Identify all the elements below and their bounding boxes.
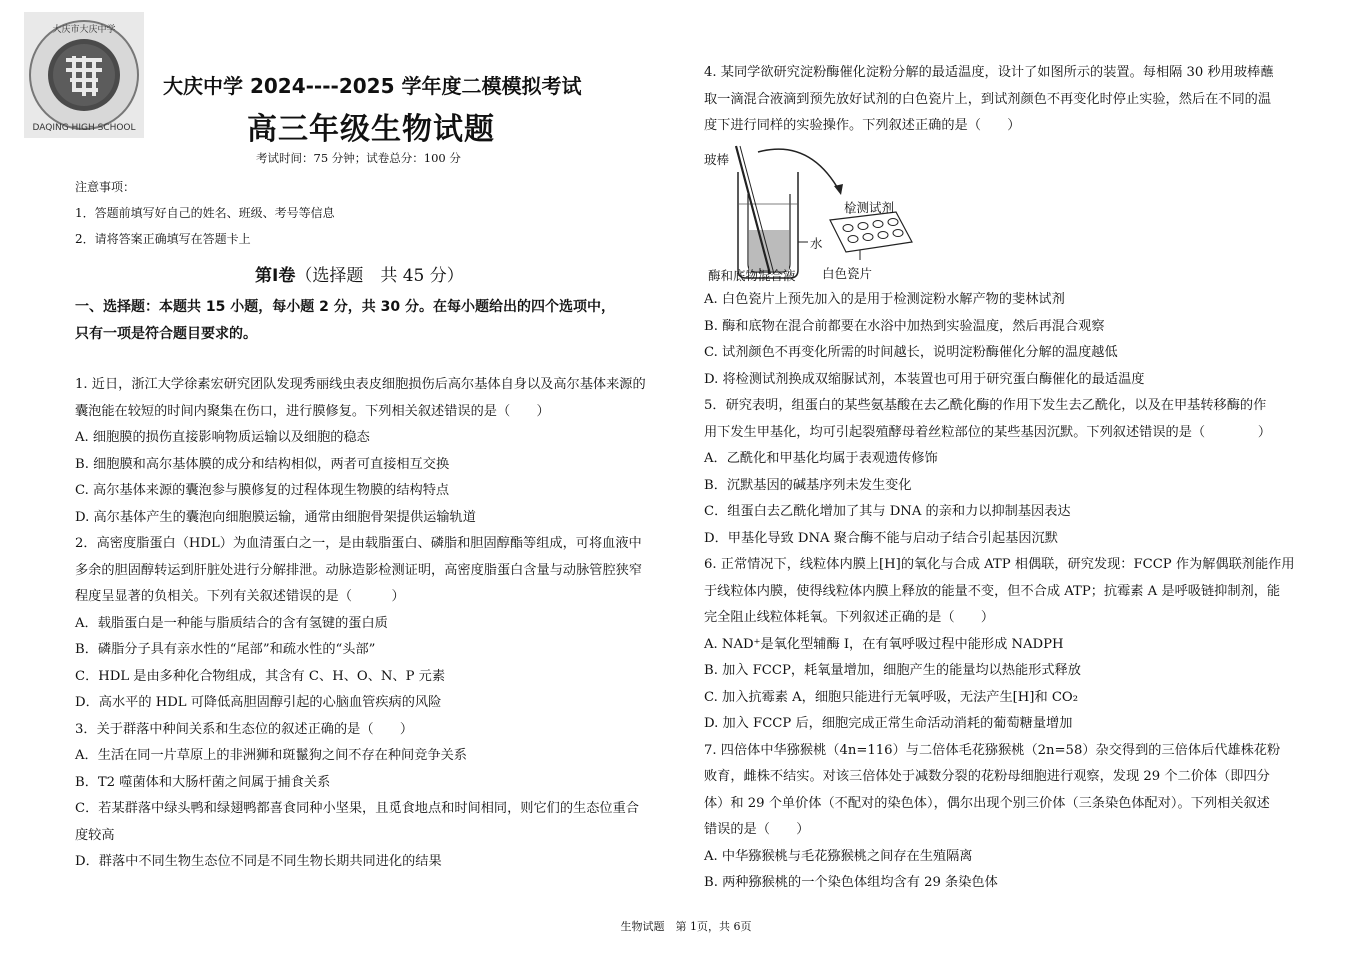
section-desc: （选择题 共 45 分）: [295, 266, 464, 286]
question-line: 多余的胆固醇转运到肝脏处进行分解排泄。动脉造影检测证明，高密度脂蛋白含量与动脉管腔狭窄: [75, 562, 643, 578]
question-line: 程度呈显著的负相关。下列有关叙述错误的是（ ）: [75, 589, 405, 604]
question-line: C. 加入抗霉素 A，细胞只能进行无氧呼吸，无法产生[H]和 CO₂: [704, 689, 1079, 705]
question-line: B. 酶和底物在混合前都要在水浴中加热到实验温度，然后再混合观察: [704, 318, 1105, 334]
question-line: 用下发生甲基化，均可引起裂殖酵母着丝粒部位的某些基因沉默。下列叙述错误的是（ ）: [704, 424, 1272, 440]
figure-label-plate: 白色瓷片: [822, 266, 873, 281]
school-title: 大庆中学 2024----2025 学年度二模模拟考试: [163, 74, 582, 98]
question-line: D．甲基化导致 DNA 聚合酶不能与启动子结合引起基因沉默: [704, 530, 1058, 546]
instruction-line: 一、选择题：本题共 15 小题，每小题 2 分，共 30 分。在每小题给出的四个选项中，: [75, 299, 615, 315]
question-line: B．沉默基因的碱基序列未发生变化: [704, 477, 912, 493]
exam-title: 高三年级生物试题: [247, 112, 495, 147]
question-line: C. 试剂颜色不再变化所需的时间越长，说明淀粉酶催化分解的温度越低: [704, 345, 1118, 360]
question-line: 1. 近日，浙江大学徐素宏研究团队发现秀丽线虫表皮细胞损伤后高尔基体自身以及高尔基体来源的: [75, 377, 646, 392]
question-line: D. 加入 FCCP 后，细胞完成正常生命活动消耗的葡萄糖量增加: [704, 716, 1073, 731]
question-line: 取一滴混合液滴到预先放好试剂的白色瓷片上，到试剂颜色不再变化时停止实验，然后在不同的温: [704, 91, 1272, 107]
question-line: C．HDL 是由多种化合物组成，其含有 C、H、O、N、P 元素: [75, 668, 446, 684]
question-line: A．生活在同一片草原上的非洲狮和斑鬣狗之间不存在种间竞争关系: [75, 748, 467, 763]
question-line: B．T2 噬菌体和大肠杆菌之间属于捕食关系: [75, 774, 331, 790]
question-line: C．组蛋白去乙酰化增加了其与 DNA 的亲和力以抑制基因表达: [704, 504, 1071, 519]
note-item: 2．请将答案正确填写在答题卡上: [75, 232, 251, 246]
question-line: 完全阻止线粒体耗氧。下列叙述正确的是（ ）: [704, 610, 995, 625]
question-line: B. 两种猕猴桃的一个染色体组均含有 29 条染色体: [704, 875, 998, 890]
instruction-line: 只有一项是符合题目要求的。: [75, 326, 257, 342]
question-line: C．若某群落中绿头鸭和绿翅鸭都喜食同种小坚果，且觅食地点和时间相同，则它们的生态位重合: [75, 801, 639, 816]
question-line: 败育，雌株不结实。对该三倍体处于减数分裂的花粉母细胞进行观察，发现 29 个二价体（即四分: [704, 769, 1270, 784]
section-heading: [255, 261, 464, 286]
page-footer: 生物试题 第 1页，共 6页: [620, 920, 752, 933]
note-item: 1．答题前填写好自己的姓名、班级、考号等信息: [75, 206, 335, 220]
question-line: 度较高: [75, 827, 115, 843]
question-line: A．乙酰化和甲基化均属于表观遗传修饰: [704, 451, 938, 466]
figure-label-mixture: 酶和底物混合液: [708, 268, 796, 283]
question-line: C. 高尔基体来源的囊泡参与膜修复的过程体现生物膜的结构特点: [75, 483, 450, 498]
section-name: 第Ⅰ卷: [255, 266, 296, 286]
figure-label-water: 水: [810, 236, 823, 251]
school-logo: [24, 12, 144, 138]
logo-ring-text-cn: 大庆市大庆中学: [52, 25, 116, 35]
question-line: 错误的是（ ）: [704, 822, 810, 837]
question-line: D. 高尔基体产生的囊泡向细胞膜运输，通常由细胞骨架提供运输轨道: [75, 509, 476, 525]
question-line: A. 细胞膜的损伤直接影响物质运输以及细胞的稳态: [75, 430, 370, 445]
logo-ring-text: DAQING HIGH SCHOOL: [32, 123, 136, 133]
question-line: 3．关于群落中种间关系和生态位的叙述正确的是（ ）: [75, 721, 414, 737]
question-line: D．群落中不同生物生态位不同是不同生物长期共同进化的结果: [75, 854, 442, 869]
question-line: 2．高密度脂蛋白（HDL）为血清蛋白之一，是由载脂蛋白、磷脂和胆固醇酯等组成，可将血液中: [75, 536, 642, 551]
question-line: 7. 四倍体中华猕猴桃（4n=116）与二倍体毛花猕猴桃（2n=58）杂交得到的三倍体后代雄株花粉: [704, 742, 1281, 758]
notes-label: 注意事项：: [75, 180, 136, 194]
question-line: A. NAD⁺是氧化型辅酶 I，在有氧呼吸过程中能形成 NADPH: [704, 636, 1064, 652]
question-line: A．载脂蛋白是一种能与脂质结合的含有氢键的蛋白质: [75, 615, 388, 631]
question-line: 囊泡能在较短的时间内聚集在伤口，进行膜修复。下列相关叙述错误的是（ ）: [75, 403, 550, 419]
question-line: B. 细胞膜和高尔基体膜的成分和结构相似，两者可直接相互交换: [75, 456, 450, 472]
exam-info: 考试时间：75 分钟；试卷总分：100 分: [256, 151, 461, 165]
question-line: 于线粒体内膜，使得线粒体内膜上释放的能量不变，但不合成 ATP；抗霉素 A 是呼吸链抑制剂，能: [704, 583, 1281, 599]
question-line: 体）和 29 个单价体（不配对的染色体），偶尔出现个别三价体（三条染色体配对）。下列相关叙述: [704, 795, 1270, 811]
experiment-figure: [700, 142, 930, 287]
figure-label-reagent: 检测试剂: [844, 200, 895, 215]
figure-label-rod: 玻棒: [704, 152, 730, 167]
question-line: D. 将检测试剂换成双缩脲试剂，本装置也可用于研究蛋白酶催化的最适温度: [704, 371, 1145, 387]
question-line: 度下进行同样的实验操作。下列叙述正确的是（ ）: [704, 118, 1021, 133]
question-line: D．高水平的 HDL 可降低高胆固醇引起的心脑血管疾病的风险: [75, 695, 442, 710]
question-line: 6. 正常情况下，线粒体内膜上[H]的氧化与合成 ATP 相偶联，研究发现：FCCP 作为解偶联剂能作用: [704, 557, 1295, 572]
question-line: A. 中华猕猴桃与毛花猕猴桃之间存在生殖隔离: [704, 848, 973, 864]
question-line: 4. 某同学欲研究淀粉酶催化淀粉分解的最适温度，设计了如图所示的装置。每相隔 30 秒用玻棒蘸: [704, 65, 1274, 80]
question-line: 5．研究表明，组蛋白的某些氨基酸在去乙酰化酶的作用下发生去乙酰化，以及在甲基转移酶的作: [704, 398, 1267, 413]
question-line: B．磷脂分子具有亲水性的“尾部”和疏水性的“头部”: [75, 642, 376, 657]
question-line: B. 加入 FCCP，耗氧量增加，细胞产生的能量均以热能形式释放: [704, 663, 1081, 678]
question-line: A. 白色瓷片上预先加入的是用于检测淀粉水解产物的斐林试剂: [704, 292, 1065, 307]
